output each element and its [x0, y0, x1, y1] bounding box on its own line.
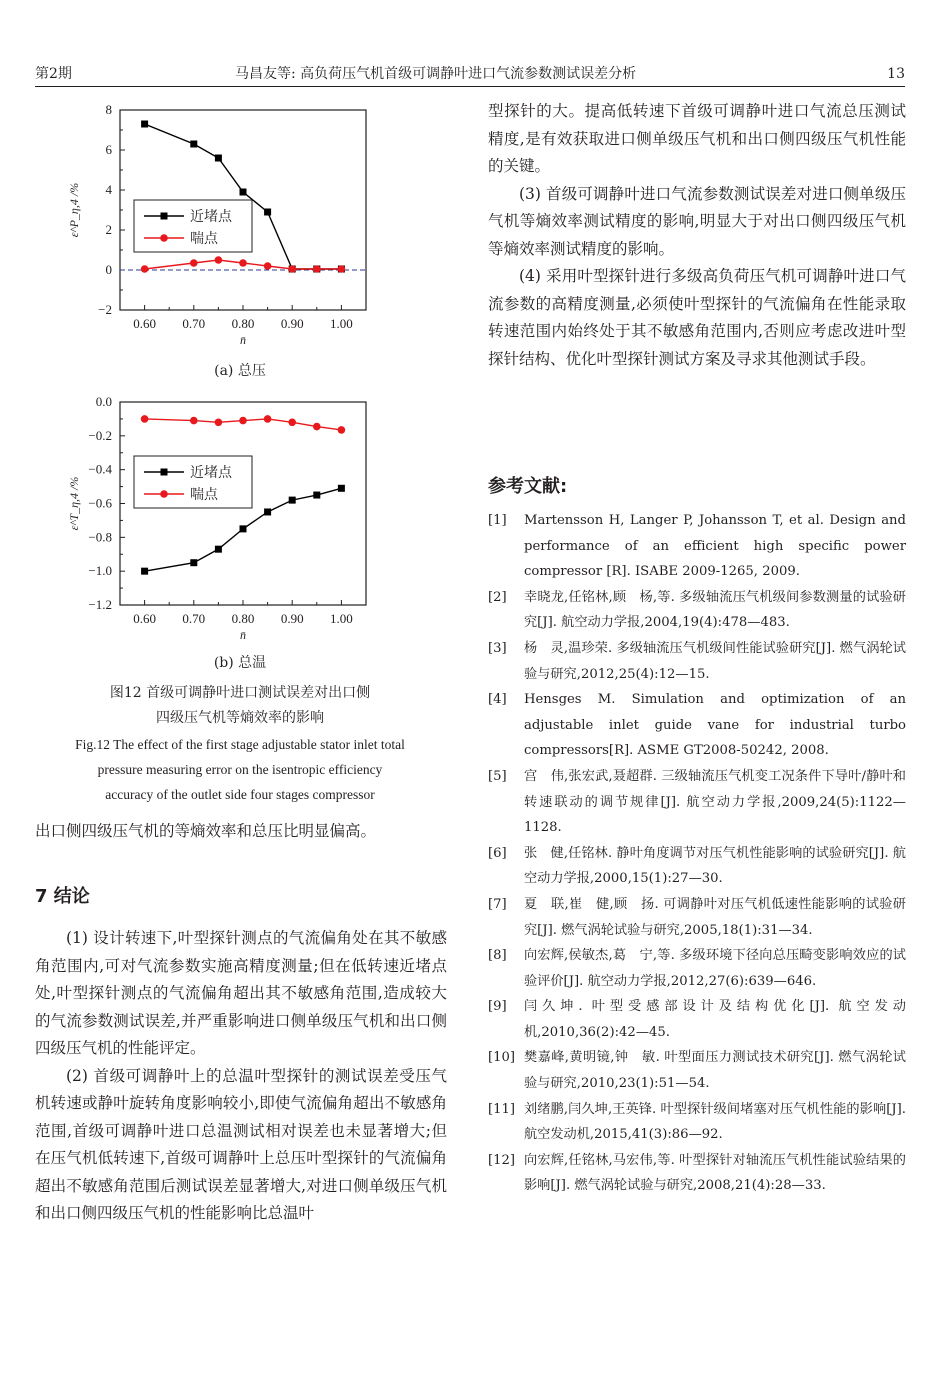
reference-number: [12] — [488, 1152, 516, 1168]
legend-marker — [161, 469, 168, 476]
reference-text: 夏 联,崔 健,顾 扬. 可调静叶对压气机低速性能影响的试验研究[J]. 燃气涡轮试验与研究,2005,18(1):31—34. — [524, 896, 906, 938]
reference-text: 闫久坤. 叶型受感部设计及结构优化[J]. 航空发动机,2010,36(2):42—45. — [524, 999, 906, 1040]
reference-text: Martensson H, Langer P, Johansson T, et al. Design and performance of an efficient high specific power compressor [R]. ISABE 2009-1265, 2009. — [524, 513, 906, 580]
data-point — [141, 568, 148, 575]
x-tick-label: 1.00 — [330, 611, 353, 626]
x-axis-label: n̄ — [240, 333, 246, 347]
reference-text: 张 健,任铭林. 静叶角度调节对压气机性能影响的试验研究[J]. 航空动力学报,2000,15(1):27—30. — [524, 845, 906, 887]
reference-item — [488, 994, 906, 1045]
y-axis-label: ε^P_η,4 /% — [67, 182, 81, 238]
y-tick-label: −0.8 — [88, 529, 112, 545]
references-heading: 参考文献: — [488, 476, 568, 497]
legend-label: 近堵点 — [190, 210, 232, 225]
data-point — [190, 141, 197, 148]
x-tick-label: 1.00 — [330, 316, 353, 331]
reference-item — [488, 1045, 906, 1096]
chart-total-pressure — [60, 98, 390, 350]
running-title: 马昌友等: 高负荷压气机首级可调静叶进口气流参数测试误差分析 — [235, 66, 637, 82]
reference-item — [488, 636, 906, 687]
legend-marker — [160, 234, 168, 242]
data-point — [215, 546, 222, 553]
reference-text: 向宏辉,任铭林,马宏伟,等. 叶型探针对轴流压气机性能试验结果的影响[J]. 燃气涡轮试验与研究,2008,21(4):28—33. — [524, 1152, 906, 1194]
data-point — [288, 419, 296, 427]
reference-number: [11] — [488, 1101, 516, 1117]
data-point — [264, 262, 272, 270]
data-point — [190, 259, 198, 267]
data-point — [215, 419, 223, 427]
reference-text: 宫 伟,张宏武,聂超群. 三级轴流压气机变工况条件下导叶/静叶和转速联动的调节规律[J]. 航空动力学报,2009,24(5):1122—1128. — [524, 768, 906, 836]
y-tick-label: 6 — [105, 142, 112, 157]
x-tick-label: 0.70 — [182, 611, 206, 626]
data-point — [313, 423, 321, 431]
reference-number: [7] — [488, 896, 507, 912]
reference-number: [1] — [488, 513, 507, 528]
paragraph: (1) 设计转速下,叶型探针测点的气流偏角处在其不敏感角范围内,可对气流参数实施高精度测量;但在低转速近堵点处,叶型探针测点的气流偏角超出其不敏感角范围,造成较大的气流参数测试误差,并严重影响进口侧单级压气机和出口侧四级压气机的性能评定。 — [35, 929, 447, 1057]
legend-marker — [160, 490, 168, 498]
reference-item — [488, 1097, 906, 1148]
y-tick-label: −1.2 — [88, 597, 112, 612]
reference-text: 樊嘉峰,黄明镜,钟 敏. 叶型面压力测试技术研究[J]. 燃气涡轮试验与研究,2010,23(1):51—54. — [524, 1050, 906, 1092]
y-tick-label: 0.0 — [95, 394, 112, 409]
y-tick-label: −1.0 — [88, 563, 112, 579]
y-tick-label: −0.4 — [88, 461, 112, 477]
figure-caption-cn-line2: 四级压气机等熵效率的影响 — [156, 710, 324, 726]
reference-number: [4] — [488, 692, 507, 708]
right-column-body — [488, 98, 906, 373]
reference-number: [10] — [488, 1050, 516, 1066]
running-header — [35, 64, 905, 87]
reference-item — [488, 1148, 906, 1199]
data-point — [313, 265, 321, 273]
reference-text: 杨 灵,温珍荣. 多级轴流压气机级间性能试验研究[J]. 燃气涡轮试验与研究,2012,25(4):12—15. — [524, 640, 906, 682]
y-tick-label: 8 — [105, 102, 112, 117]
figure-caption-en-line3: accuracy of the outlet side four stages compressor — [105, 787, 375, 802]
x-tick-label: 0.60 — [133, 611, 156, 626]
y-tick-label: 2 — [105, 222, 112, 237]
x-tick-label: 0.70 — [182, 316, 206, 331]
data-point — [338, 265, 346, 273]
data-point — [264, 415, 272, 423]
reference-item — [488, 943, 906, 994]
legend-marker — [161, 213, 168, 220]
subcaption-a: (a) 总压 — [214, 363, 266, 379]
page-number: 13 — [887, 66, 905, 82]
x-axis-label: n̄ — [240, 628, 246, 642]
legend-label: 近堵点 — [190, 466, 232, 481]
data-point — [288, 265, 296, 273]
reference-number: [5] — [488, 768, 507, 784]
paragraph: (4) 采用叶型探针进行多级高负荷压气机可调静叶进口气流参数的高精度测量,必须使叶型探针的气流偏角在性能录取转速范围内始终处于其不敏感角范围内,否则应考虑改进叶型探针结构、优化叶型探针测试方案及寻求其他测试手段。 — [488, 267, 906, 368]
data-point — [338, 426, 346, 434]
references-list — [488, 508, 906, 1199]
reference-item — [488, 841, 906, 892]
legend-label: 喘点 — [190, 488, 218, 503]
reference-number: [3] — [488, 640, 507, 656]
data-point — [141, 265, 149, 273]
data-point — [141, 415, 149, 423]
data-point — [239, 417, 247, 425]
data-point — [289, 497, 296, 504]
paragraph: 型探针的大。提高低转速下首级可调静叶进口气流总压测试精度,是有效获取进口侧单级压气机和出口侧四级压气机性能的关键。 — [488, 102, 906, 175]
reference-number: [8] — [488, 948, 507, 964]
reference-item — [488, 892, 906, 943]
reference-text: 幸晓龙,任铭林,顾 杨,等. 多级轴流压气机级间参数测量的试验研究[J]. 航空动力学报,2004,19(4):478—483. — [524, 589, 906, 631]
data-point — [338, 485, 345, 492]
paragraph: (3) 首级可调静叶进口气流参数测试误差对进口侧单级压气机等熵效率测试精度的影响,明显大于对出口侧四级压气机等熵效率测试精度的影响。 — [488, 184, 906, 258]
reference-text: Hensges M. Simulation and optimization of an adjustable inlet guide vane for industrial turbo compressors[R]. ASME GT2008-50242, 2008. — [524, 692, 906, 759]
y-tick-label: −0.2 — [88, 427, 112, 443]
legend-label: 喘点 — [190, 232, 218, 247]
data-point — [190, 559, 197, 566]
data-point — [313, 492, 320, 499]
data-point — [215, 256, 223, 264]
chart-total-temperature — [60, 390, 390, 645]
section-title: 7 结论 — [35, 886, 90, 907]
reference-number: [2] — [488, 589, 507, 605]
subcaption-b: (b) 总温 — [213, 655, 267, 671]
data-point — [141, 121, 148, 128]
data-point — [239, 259, 247, 267]
data-point — [264, 209, 271, 216]
x-tick-label: 0.90 — [280, 316, 304, 331]
x-tick-label: 0.90 — [280, 611, 304, 626]
reference-item — [488, 508, 906, 585]
reference-item — [488, 687, 906, 764]
data-point — [190, 417, 198, 425]
issue-number: 第2期 — [35, 66, 72, 82]
data-point — [240, 189, 247, 196]
y-tick-label: −2 — [98, 302, 112, 317]
y-tick-label: 4 — [105, 182, 112, 197]
data-point — [264, 508, 271, 515]
reference-number: [6] — [488, 845, 507, 861]
conclusions-body — [35, 925, 447, 1228]
y-tick-label: −0.6 — [88, 495, 112, 511]
reference-text: 刘绪鹏,闫久坤,王英锋. 叶型探针级间堵塞对压气机性能的影响[J]. 航空发动机,2015,41(3):86—92. — [524, 1101, 906, 1143]
paragraph: (2) 首级可调静叶上的总温叶型探针的测试误差受压气机转速或静叶旋转角度影响较小,即使气流偏角超出不敏感角范围,首级可调静叶进口总温测试相对误差也未显著增大;但在压气机低转速下,首级可调静叶上总压叶型探针的气流偏角超出不敏感角范围后测试误差显著增大,对进口侧单级压气机和出口侧四级压气机的性能影响比总温叶 — [35, 1066, 447, 1222]
figure-caption-en-line1: Fig.12 The effect of the first stage adjustable stator inlet total — [75, 737, 405, 752]
figure-caption-cn-line1: 图12 首级可调静叶进口测试误差对出口侧 — [109, 685, 371, 701]
x-tick-label: 0.80 — [231, 316, 255, 331]
y-tick-label: 0 — [105, 262, 112, 277]
data-point — [240, 525, 247, 532]
paragraph: 出口侧四级压气机的等熵效率和总压比明显偏高。 — [35, 822, 377, 840]
reference-item — [488, 764, 906, 841]
figure-caption-en-line2: pressure measuring error on the isentropic efficiency — [97, 762, 383, 777]
reference-text: 向宏辉,侯敏杰,葛 宁,等. 多级环境下径向总压畸变影响效应的试验评价[J]. 航空动力学报,2012,27(6):639—646. — [524, 948, 906, 989]
reference-item — [488, 585, 906, 636]
y-axis-label: ε^T_η,4 /% — [67, 476, 81, 531]
data-point — [215, 155, 222, 162]
reference-number: [9] — [488, 999, 507, 1015]
x-tick-label: 0.60 — [133, 316, 156, 331]
x-tick-label: 0.80 — [231, 611, 255, 626]
